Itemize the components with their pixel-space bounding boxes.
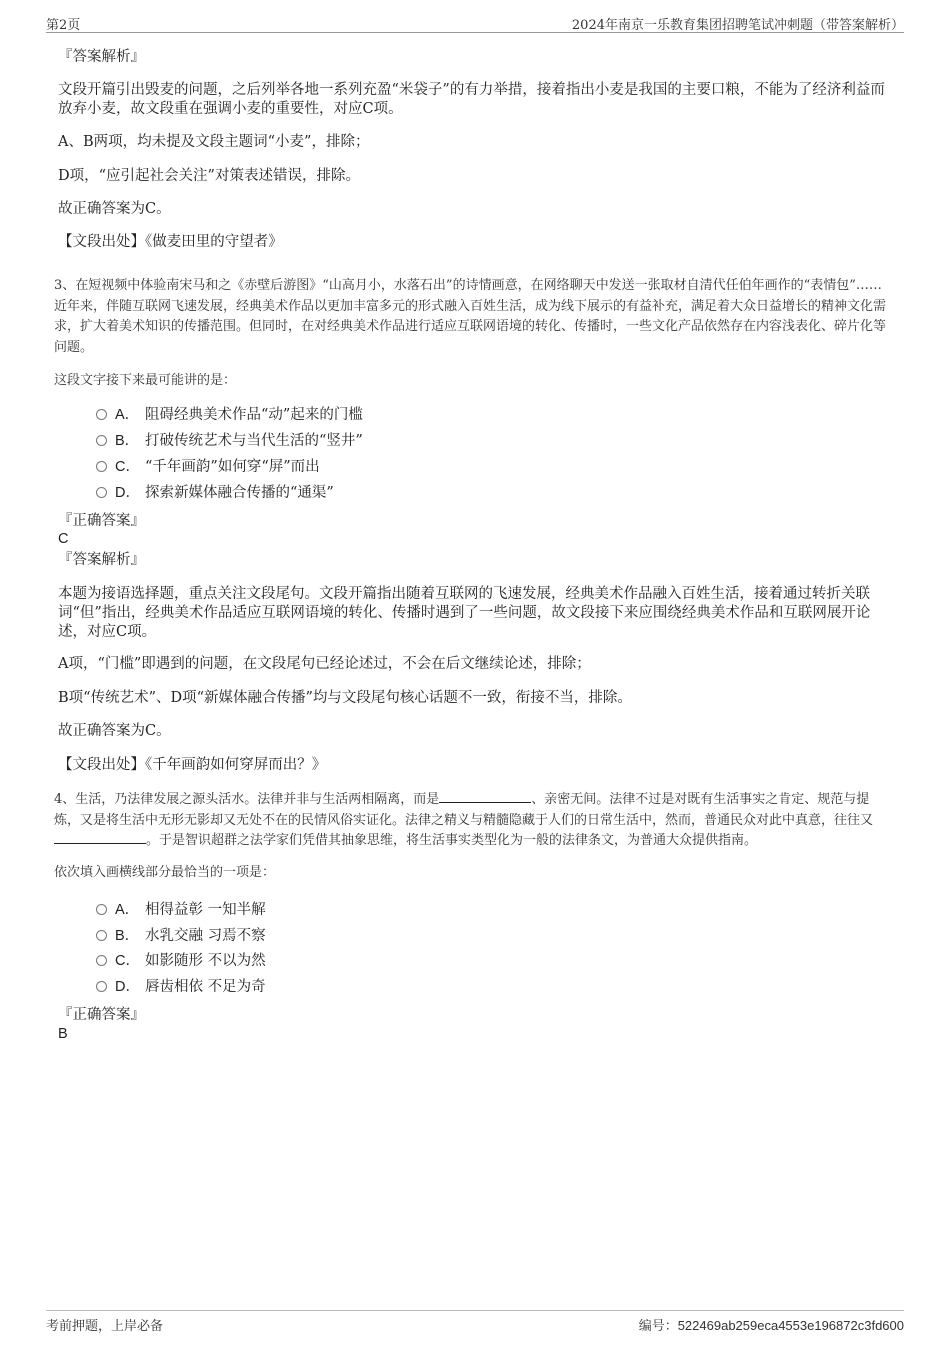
radio-button[interactable] — [96, 409, 107, 420]
analysis-point-ab: A、B两项，均未提及文段主题词“小麦”，排除； — [58, 134, 370, 150]
page-footer — [46, 1310, 904, 1335]
footer-slogan: 考前押题，上岸必备 — [46, 1319, 164, 1334]
question-3-stem: 3、在短视频中体验南宋马和之《赤壁后游图》“山高月小，水落石出”的诗情画意，在网络聊天中发送一张取材自清代任伯年画作的“表情包”……近年来，伴随互联网飞速发展，经典美术作品以更加丰富多元的形式融入百姓生活，成为线下展示的有益补充，满足着大众日益增长的精神文化需求，扩大着美术知识的传播范围。但同时，在对经典美术作品进行适应互联网语境的转化、传播时，一些文化产品依然存在内容浅表化、碎片化等问题。 — [54, 278, 887, 355]
question-3-option-b[interactable]: B． 打破传统艺术与当代生活的“竖井” — [96, 432, 363, 451]
radio-button[interactable] — [96, 487, 107, 498]
analysis-conclusion: 故正确答案为C。 — [58, 201, 171, 217]
question-3-point-a: A项，“门槛”即遇到的问题，在文段尾句已经论述过，不会在后文继续论述，排除； — [58, 656, 591, 672]
radio-button[interactable] — [96, 904, 107, 915]
question-3-conclusion: 故正确答案为C。 — [58, 723, 171, 739]
question-3-source-citation: 【文段出处】《千年画韵如何穿屏而出？》 — [58, 757, 327, 773]
question-4-option-b[interactable]: B． 水乳交融 习焉不察 — [96, 927, 266, 946]
question-4-answer: B — [58, 1026, 68, 1042]
question-3-option-d[interactable]: D． 探索新媒体融合传播的“通渠” — [96, 484, 334, 503]
question-4-prompt: 依次填入画横线部分最恰当的一项是： — [54, 865, 276, 880]
fill-blank-2 — [54, 831, 146, 844]
document-title: 2024年南京一乐教育集团招聘笔试冲刺题（带答案解析） — [571, 18, 904, 33]
radio-button[interactable] — [96, 435, 107, 446]
question-3-option-c[interactable]: C． “千年画韵”如何穿“屏”而出 — [96, 458, 320, 477]
document-code: 编号：522469ab259eca4553e196872c3fd600 — [638, 1318, 904, 1333]
analysis-text: 文段开篇引出毁麦的问题，之后列举各地一系列充盈“米袋子”的有力举措，接着指出小麦是我国的主要口粮，不能为了经济利益而放弃小麦，故文段重在强调小麦的重要性，对应C项。 — [58, 82, 885, 117]
question-4-stem: 4、生活，乃法律发展之源头活水。法律并非与生活两相隔离，而是 、亲密无间。法律不过是对既有生活事实之肯定、规范与提炼，又是将生活中无形无影却又无处不在的民情风俗实证化。法律之精义与精髓隐藏于人们的日常生活中，然而，普通民众对此中真意，往往又。于是智识超群之法学家们凭借其抽象思维，将生活事实类型化为一般的法律条文，为普通大众提供指南。 — [54, 792, 874, 848]
question-3-analysis-text: 本题为接语选择题，重点关注文段尾句。文段开篇指出随着互联网的飞速发展，经典美术作品融入百姓生活，接着通过转折关联词“但”指出，经典美术作品适应互联网语境的转化、传播时遇到了一些问题，故文段接下来应围绕经典美术作品和互联网展开论述，对应C项。 — [58, 586, 871, 640]
radio-button[interactable] — [96, 955, 107, 966]
question-4-answer-label: 『正确答案』 — [58, 1007, 145, 1023]
question-4-option-c[interactable]: C． 如影随形 不以为然 — [96, 952, 266, 971]
question-3-option-a[interactable]: A． 阻碍经典美术作品“动”起来的门槛 — [96, 406, 363, 425]
radio-button[interactable] — [96, 981, 107, 992]
page-header — [46, 12, 904, 33]
page-number: 第2页 — [46, 18, 81, 33]
radio-button[interactable] — [96, 930, 107, 941]
question-3-point-bd: B项“传统艺术”、D项“新媒体融合传播”均与文段尾句核心话题不一致，衔接不当，排除。 — [58, 690, 632, 706]
fill-blank-1 — [439, 790, 531, 803]
radio-button[interactable] — [96, 461, 107, 472]
question-4-option-a[interactable]: A． 相得益彰 一知半解 — [96, 901, 266, 920]
analysis-point-d: D项，“应引起社会关注”对策表述错误，排除。 — [58, 168, 360, 184]
source-citation: 【文段出处】《做麦田里的守望者》 — [58, 234, 283, 250]
question-3-analysis-label: 『答案解析』 — [58, 552, 145, 568]
question-4-option-d[interactable]: D． 唇齿相依 不足为奇 — [96, 978, 266, 997]
analysis-label: 『答案解析』 — [58, 49, 145, 65]
question-3-prompt: 这段文字接下来最可能讲的是： — [54, 373, 237, 388]
question-3-answer: C — [58, 531, 69, 547]
question-3-answer-label: 『正确答案』 — [58, 513, 145, 529]
